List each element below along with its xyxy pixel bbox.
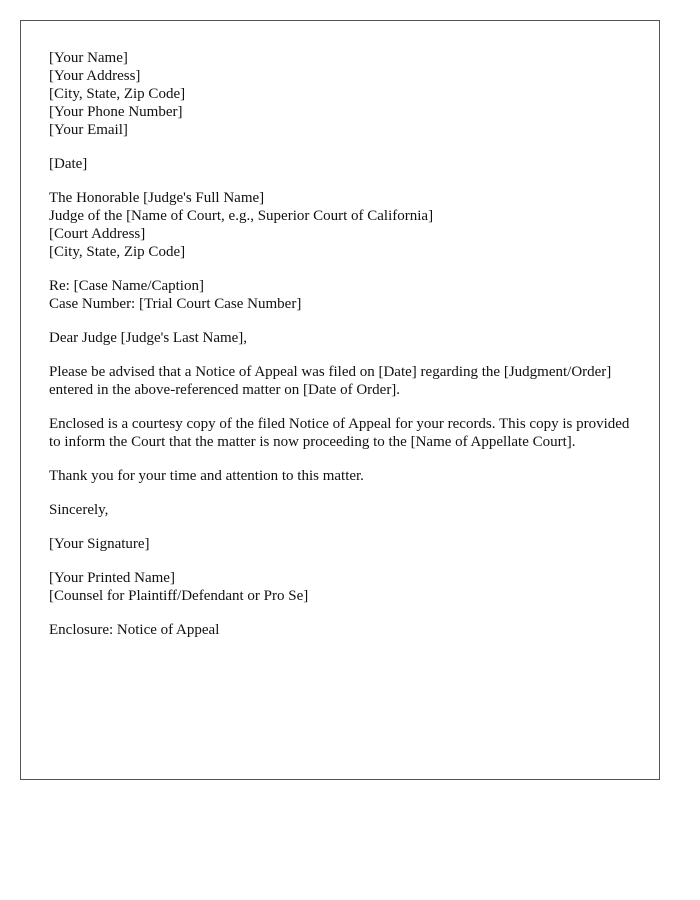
sender-phone: [Your Phone Number] bbox=[49, 104, 183, 120]
sender-name: [Your Name] bbox=[49, 50, 128, 66]
signer-role: [Counsel for Plaintiff/Defendant or Pro Se] bbox=[49, 588, 309, 604]
body-paragraph-1-text: Please be advised that a Notice of Appeal was filed on [Date] regarding the [Judgment/Order] entered in the above-referenced matter on [Date of Order]. bbox=[49, 364, 612, 398]
sender-block bbox=[49, 49, 639, 139]
body-paragraph-3 bbox=[49, 467, 639, 485]
letter-content bbox=[49, 49, 639, 655]
body-paragraph-2-text: Enclosed is a courtesy copy of the filed Notice of Appeal for your records. This copy is provided to inform the Court that the matter is now proceeding to the [Name of Appellate Court]. bbox=[49, 416, 630, 450]
letter-date: [Date] bbox=[49, 156, 88, 172]
body-paragraph-3-text: Thank you for your time and attention to this matter. bbox=[49, 468, 364, 484]
salutation-text: Dear Judge [Judge's Last Name], bbox=[49, 330, 248, 346]
recipient-line-3: [Court Address] bbox=[49, 226, 146, 242]
sender-email: [Your Email] bbox=[49, 122, 128, 138]
reference-block bbox=[49, 277, 639, 313]
closing-text: Sincerely, bbox=[49, 502, 109, 518]
sender-city-state-zip: [City, State, Zip Code] bbox=[49, 86, 186, 102]
recipient-line-4: [City, State, Zip Code] bbox=[49, 244, 186, 260]
letter-page bbox=[20, 20, 660, 780]
date-block bbox=[49, 155, 639, 173]
enclosure-text: Enclosure: Notice of Appeal bbox=[49, 622, 220, 638]
re-line: Re: [Case Name/Caption] bbox=[49, 278, 204, 294]
enclosure bbox=[49, 621, 639, 639]
recipient-line-1: The Honorable [Judge's Full Name] bbox=[49, 190, 265, 206]
signer-printed-name: [Your Printed Name] bbox=[49, 570, 175, 586]
signature bbox=[49, 535, 639, 553]
signer-block bbox=[49, 569, 639, 605]
body-paragraph-2 bbox=[49, 415, 639, 451]
salutation bbox=[49, 329, 639, 347]
recipient-line-2: Judge of the [Name of Court, e.g., Superior Court of California] bbox=[49, 208, 434, 224]
body-paragraph-1 bbox=[49, 363, 639, 399]
signature-text: [Your Signature] bbox=[49, 536, 150, 552]
closing bbox=[49, 501, 639, 519]
case-number-line: Case Number: [Trial Court Case Number] bbox=[49, 296, 302, 312]
sender-address: [Your Address] bbox=[49, 68, 141, 84]
recipient-block bbox=[49, 189, 639, 261]
